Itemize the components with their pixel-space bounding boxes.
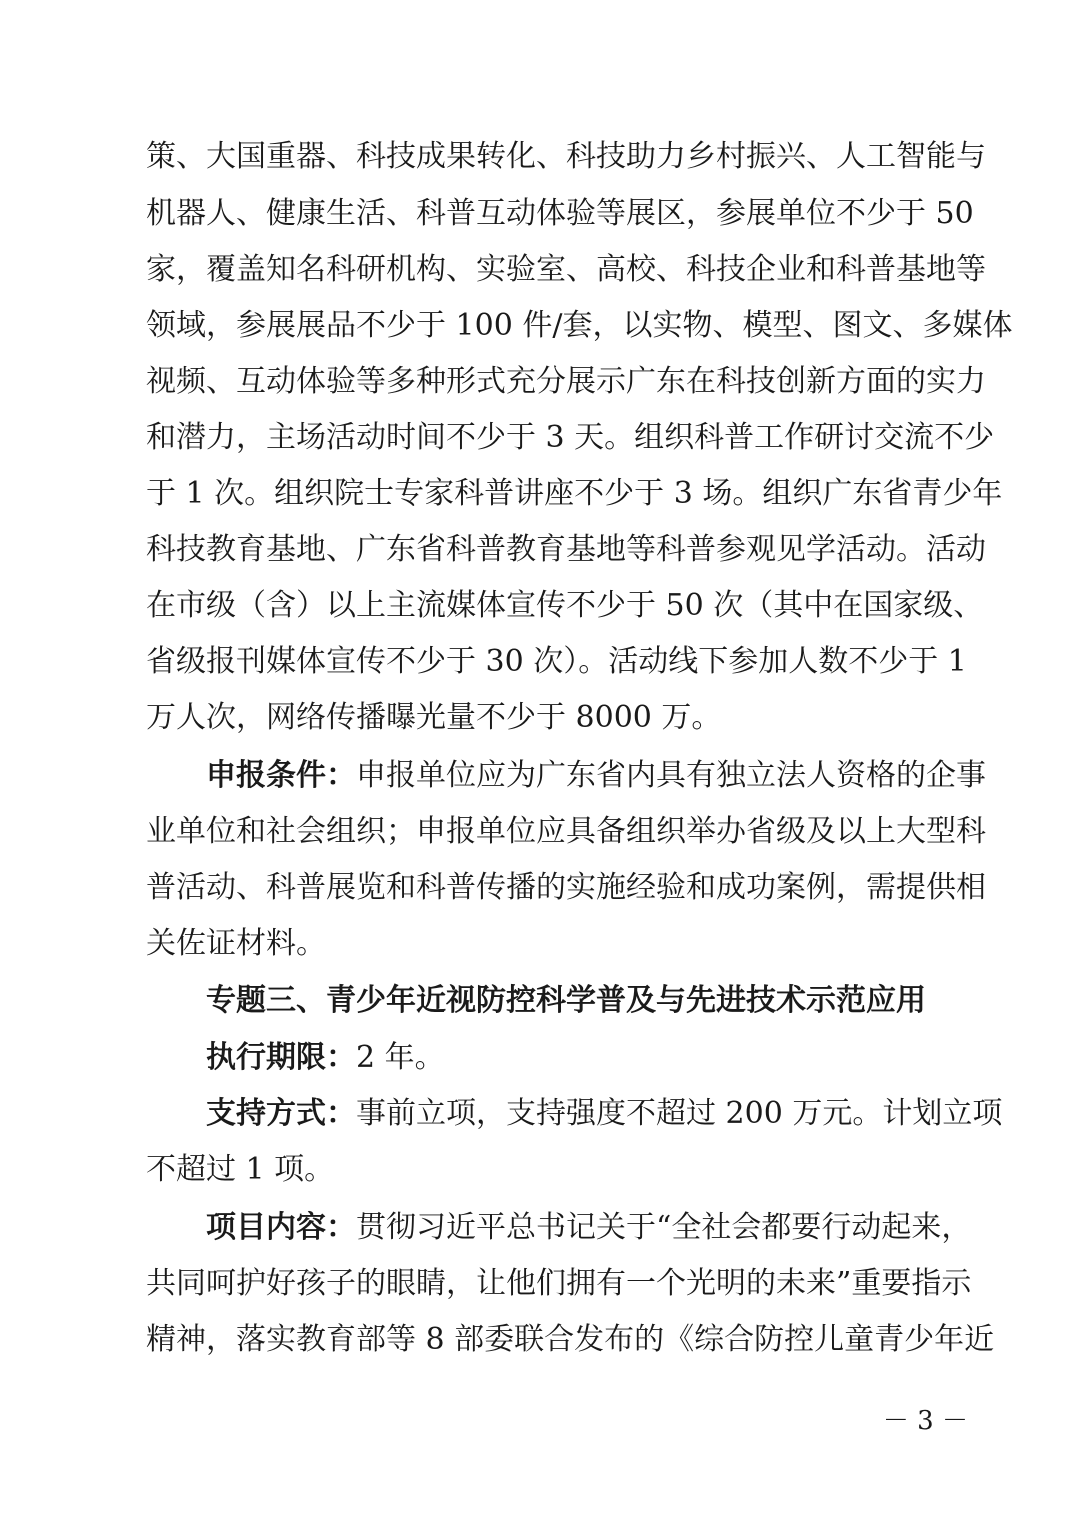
support-line <box>206 1094 1003 1134</box>
period-label: 执行期限： <box>206 1040 356 1075</box>
body-line: 在市级（含）以上主流媒体宣传不少于 50 次（其中在国家级、 <box>146 588 984 623</box>
body-line: 省级报刊媒体宣传不少于 30 次）。活动线下参加人数不少于 1 <box>146 644 967 679</box>
period-value: 2 年。 <box>356 1040 445 1075</box>
content-line <box>206 1208 972 1248</box>
support-text: 事前立项，支持强度不超过 200 万元。计划立项 <box>356 1096 1003 1131</box>
conditions-line <box>206 756 986 796</box>
topic-heading: 专题三、青少年近视防控科学普及与先进技术示范应用 <box>206 983 926 1018</box>
support-line: 不超过 1 项。 <box>146 1152 335 1187</box>
body-line: 于 1 次。组织院士专家科普讲座不少于 3 场。组织广东省青少年 <box>146 476 1003 511</box>
content-label: 项目内容： <box>206 1210 356 1245</box>
conditions-label: 申报条件： <box>206 758 356 793</box>
body-line: 和潜力，主场活动时间不少于 3 天。组织科普工作研讨交流不少 <box>146 420 995 455</box>
body-line: 科技教育基地、广东省科普教育基地等科普参观见学活动。活动 <box>146 532 986 567</box>
body-line: 策、大国重器、科技成果转化、科技助力乡村振兴、人工智能与 <box>146 139 986 174</box>
body-line: 机器人、健康生活、科普互动体验等展区，参展单位不少于 50 <box>146 196 974 231</box>
support-label: 支持方式： <box>206 1096 356 1131</box>
conditions-line: 业单位和社会组织；申报单位应具备组织举办省级及以上大型科 <box>146 814 986 849</box>
body-line: 家，覆盖知名科研机构、实验室、高校、科技企业和科普基地等 <box>146 252 986 287</box>
content-line: 精神，落实教育部等 8 部委联合发布的《综合防控儿童青少年近 <box>146 1322 995 1357</box>
content-line: 共同呵护好孩子的眼睛，让他们拥有一个光明的未来”重要指示 <box>146 1266 972 1301</box>
body-line: 领域，参展展品不少于 100 件/套，以实物、模型、图文、多媒体 <box>146 308 1013 343</box>
page-number: － 3 － <box>882 1406 968 1436</box>
body-line: 万人次，网络传播曝光量不少于 8000 万。 <box>146 700 722 735</box>
body-line: 视频、互动体验等多种形式充分展示广东在科技创新方面的实力 <box>146 364 986 399</box>
conditions-line: 普活动、科普展览和科普传播的实施经验和成功案例，需提供相 <box>146 870 986 905</box>
content-text: 贯彻习近平总书记关于“全社会都要行动起来， <box>356 1210 972 1245</box>
conditions-line: 关佐证材料。 <box>146 926 326 961</box>
conditions-text: 申报单位应为广东省内具有独立法人资格的企事 <box>356 758 986 793</box>
period-line <box>206 1038 966 1078</box>
